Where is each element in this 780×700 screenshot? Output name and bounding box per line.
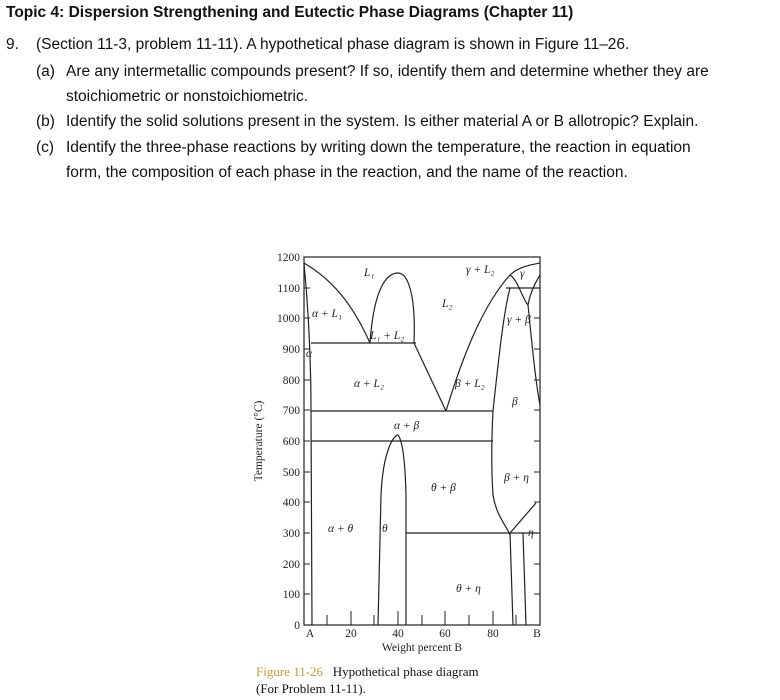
part-b-line-1: Identify the solid solutions present in the system. Is either material A or B allotropic? Explain. bbox=[66, 113, 699, 130]
phase-label: η bbox=[528, 527, 534, 539]
phase-label: L₂ bbox=[442, 298, 453, 310]
figure-caption-text: Hypothetical phase diagram bbox=[332, 664, 479, 679]
phase-label: L₁ + L₂ bbox=[370, 330, 405, 342]
phase-label: α + β bbox=[394, 420, 420, 432]
figure-caption-sub: (For Problem 11-11). bbox=[256, 681, 366, 696]
part-c-label: (c) bbox=[36, 139, 55, 156]
y-tick-label: 800 bbox=[282, 375, 300, 387]
part-a-line-2: stoichiometric or nonstoichiometric. bbox=[66, 88, 309, 105]
phase-label: γ bbox=[520, 268, 525, 280]
y-tick-label: 200 bbox=[282, 559, 300, 571]
x-tick-label: 80 bbox=[487, 628, 499, 640]
phase-label: γ + β bbox=[507, 314, 531, 326]
phase-label: α + L₁ bbox=[312, 308, 342, 320]
figure-caption bbox=[256, 664, 479, 680]
phase-label: α bbox=[306, 348, 313, 360]
x-tick-marks bbox=[327, 611, 516, 625]
phase-label: α + θ bbox=[328, 523, 354, 535]
x-tick-label: B bbox=[533, 628, 541, 640]
page-title: Topic 4: Dispersion Strengthening and Eutectic Phase Diagrams (Chapter 11) bbox=[6, 4, 574, 21]
x-tick-labels bbox=[306, 628, 541, 640]
part-b-label: (b) bbox=[36, 113, 55, 130]
x-tick-label: 40 bbox=[392, 628, 404, 640]
phase-label: θ + η bbox=[456, 583, 481, 595]
x-axis-title: Weight percent B bbox=[381, 642, 463, 654]
question-number: 9. bbox=[6, 36, 19, 53]
y-tick-label: 700 bbox=[282, 405, 300, 417]
x-tick-label: 20 bbox=[345, 628, 357, 640]
x-tick-label: A bbox=[305, 628, 315, 640]
y-tick-label: 1000 bbox=[277, 313, 300, 325]
phase-label: θ bbox=[382, 523, 388, 535]
phase-labels bbox=[306, 264, 534, 595]
phase-label: β + L₂ bbox=[455, 378, 485, 390]
y-tick-label: 0 bbox=[294, 620, 300, 632]
y-axis-title: Temperature (°C) bbox=[253, 400, 265, 482]
y-tick-label: 300 bbox=[282, 528, 300, 540]
part-a-line-1: Are any intermetallic compounds present? If so, identify them and determine whether they are bbox=[66, 63, 709, 80]
phase-label: θ + β bbox=[431, 482, 456, 494]
phase-label: β bbox=[512, 396, 518, 408]
phase-diagram bbox=[248, 245, 548, 655]
y-tick-label: 600 bbox=[282, 436, 300, 448]
question-text: (Section 11-3, problem 11-11). A hypothetical phase diagram is shown in Figure 11–26. bbox=[36, 36, 630, 53]
y-tick-label: 900 bbox=[282, 344, 300, 356]
part-c-line-2: form, the composition of each phase in the reaction, and the name of the reaction. bbox=[66, 164, 628, 181]
phase-label: β + η bbox=[504, 472, 529, 484]
y-tick-label: 1200 bbox=[277, 252, 300, 264]
part-c-line-1: Identify the three-phase reactions by writing down the temperature, the reaction in equation bbox=[66, 139, 691, 156]
y-tick-label: 1100 bbox=[277, 283, 300, 295]
phase-label: γ + L₂ bbox=[466, 264, 495, 276]
y-tick-label: 500 bbox=[282, 467, 300, 479]
part-a-label: (a) bbox=[36, 63, 55, 80]
phase-label: α + L₂ bbox=[354, 378, 384, 390]
y-tick-label: 400 bbox=[282, 497, 300, 509]
x-tick-label: 60 bbox=[439, 628, 451, 640]
phase-label: L₁ bbox=[364, 267, 375, 279]
y-tick-label: 100 bbox=[282, 589, 300, 601]
y-tick-labels bbox=[277, 252, 300, 632]
figure-caption-label: Figure 11-26 bbox=[256, 664, 324, 679]
